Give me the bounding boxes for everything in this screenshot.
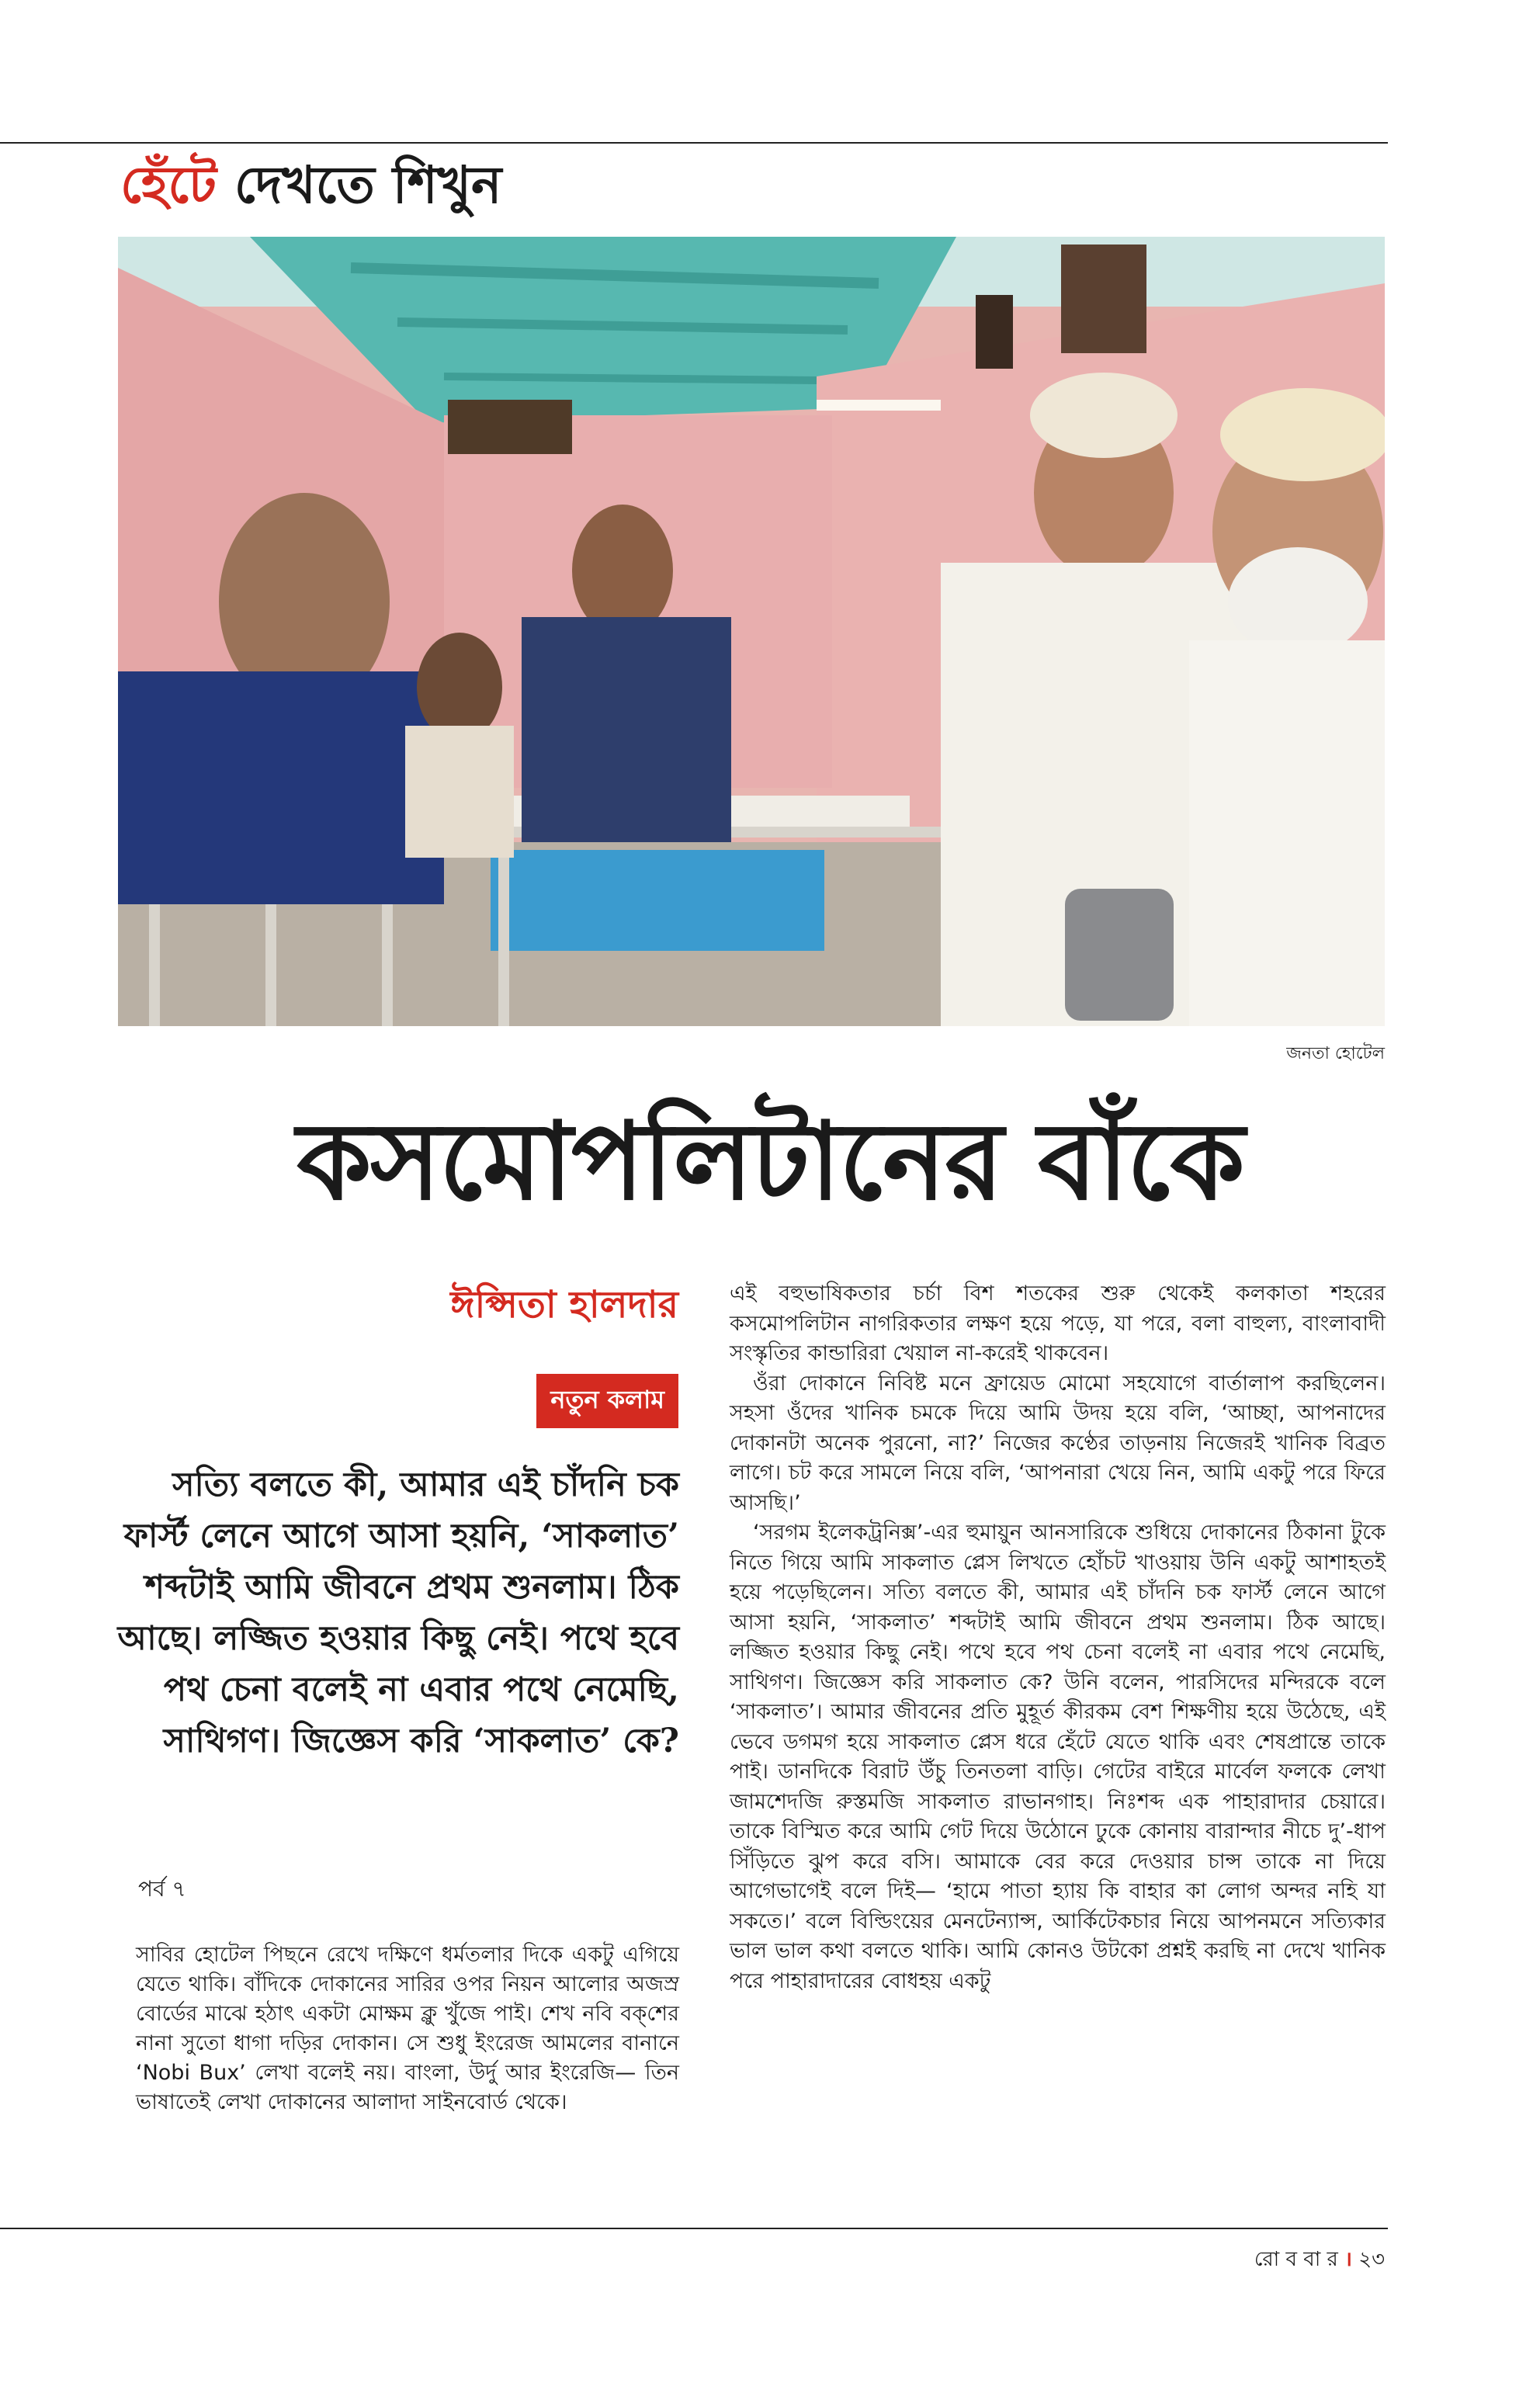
- section-title: [120, 154, 502, 215]
- bottom-rule: [0, 2228, 1388, 2229]
- body-paragraph: ওঁরা দোকানে নিবিষ্ট মনে ফ্রায়েড মোমো সহযোগে বার্তালাপ করছিলেন। সহসা ওঁদের খানিক চমকে দিয়ে আমি উদয় হয়ে বলি, ‘আচ্ছা, আপনাদের দোকানটা অনেক পুরনো, না?’ নিজের কণ্ঠের তাড়নায় নিজেরই খানিক বিব্রত লাগে। চট করে সামলে নিয়ে বলি, ‘আপনারা খেয়ে নিন, আমি একটু পরে ফিরে আসছি।’: [730, 1371, 1386, 1515]
- photo-illustration: [118, 237, 1385, 1026]
- pull-quote: সত্যি বলতে কী, আমার এই চাঁদনি চক ফার্স্ট লেনে আগে আসা হয়নি, ‘সাকলাত’ শব্দটাই আমি জীবনে প্রথম শুনলাম। ঠিক আছে। লজ্জিত হওয়ার কিছু নেই। পথে হবে পথ চেনা বলেই না এবার পথে নেমেছি, সাথিগণ। জিজ্ঞেস করি ‘সাকলাত’ কে?: [117, 1465, 679, 1760]
- page-footer: [1254, 2243, 1385, 2277]
- headline: কসমোপলিটানের বাঁকে: [297, 1098, 1243, 1224]
- section-title-rest: দেখতে শিখুন: [234, 154, 502, 215]
- top-rule: [0, 142, 1388, 144]
- column-badge: নতুন কলাম: [536, 1374, 678, 1428]
- author-name: ঈপ্সিতা হালদার: [450, 1283, 678, 1327]
- magazine-name: রো ব বা র: [1254, 2248, 1338, 2271]
- body-column-right: [730, 1279, 1386, 1996]
- body-paragraph: এই বহুভাষিকতার চর্চা বিশ শতকের শুরু থেকেই কলকাতা শহরের কসমোপলিটান নাগরিকতার লক্ষণ হয়ে পড়ে, যা পরে, বলা বাহুল্য, বাংলাবাদী সংস্কৃতির কান্ডারিরা খেয়াল না-করেই থাকবেন।: [730, 1281, 1386, 1365]
- body-paragraph: সাবির হোটেল পিছনে রেখে দক্ষিণে ধর্মতলার দিকে একটু এগিয়ে যেতে থাকি। বাঁদিকে দোকানের সারির ওপর নিয়ন আলোর অজস্র বোর্ডের মাঝে হঠাৎ একটা মোক্ষম ক্লু খুঁজে পাই। শেখ নবি বক্‌শের নানা সুতো ধাগা দড়ির দোকান। সে শুধু ইংরেজ আমলের বানানে ‘Nobi Bux’ লেখা বলেই নয়। বাংলা, উর্দু আর ইংরেজি— তিন ভাষাতেই লেখা দোকানের আলাদা সাইনবোর্ড থেকে।: [136, 1943, 679, 2114]
- body-paragraph: ‘সরগম ইলেকট্রনিক্স’-এর হুমায়ুন আনসারিকে শুধিয়ে দোকানের ঠিকানা টুকে নিতে গিয়ে আমি সাকলাত প্লেস লিখতে হোঁচট খাওয়ায় উনি একটু আশাহতই হয়ে পড়েছিলেন। সত্যি বলতে কী, আমার এই চাঁদনি চক ফার্স্ট লেনে আগে আসা হয়নি, ‘সাকলাত’ শব্দটাই আমি জীবনে প্রথম শুনলাম। ঠিক আছে। লজ্জিত হওয়ার কিছু নেই। পথে হবে পথ চেনা বলেই না এবার পথে নেমেছি, সাথিগণ। জিজ্ঞেস করি সাকলাত কে? উনি বলেন, পারসিদের মন্দিরকে বলে ‘সাকলাত’। আমার জীবনের প্রতি মুহূর্ত কীরকম বেশ শিক্ষণীয় হয়ে উঠেছে, এই ভেবে ডগমগ হয়ে সাকলাত প্লেস ধরে হেঁটে যেতে থাকি এবং শেষপ্রান্তে তাকে পাই। ডানদিকে বিরাট উঁচু তিনতলা বাড়ি। গেটের বাইরে মার্বেল ফলকে লেখা জামশেদজি রুস্তমজি সাকলাত রাভানগাহ। নিঃশব্দ এক পাহারাদার চেয়ারে। তাকে বিস্মিত করে আমি গেট দিয়ে উঠোনে ঢুকে কোনায় বারান্দার নীচে দু’-ধাপ সিঁড়িতে ঝুপ করে বসি। আমাকে বের করে দেওয়ার চান্স তাকে না দিয়ে আগেভাগেই বলে দিই— ‘হামে পাতা হ্যায় কি বাহার কা লোগ অন্দর নহি যা সকতে।’ বলে বিল্ডিংয়ের মেনটেন্যান্স, আর্কিটেকচার নিয়ে আপনমনে সত্যিকার ভাল ভাল কথা বলতে থাকি। আমি কোনও উটকো প্রশ্নই করছি না দেখে খানিক পরে পাহারাদারের বোধহয় একটু: [730, 1521, 1386, 1993]
- footer-separator: ।: [1344, 2248, 1352, 2271]
- page-number: ২৩: [1358, 2248, 1385, 2271]
- hotel-photo: [118, 237, 1385, 1026]
- part-label: পর্ব ৭: [138, 1876, 186, 1902]
- photo-caption: জনতা হোটেল: [1286, 1044, 1385, 1063]
- section-title-red: হেঁটে: [120, 154, 217, 215]
- body-column-left: [136, 1940, 679, 2117]
